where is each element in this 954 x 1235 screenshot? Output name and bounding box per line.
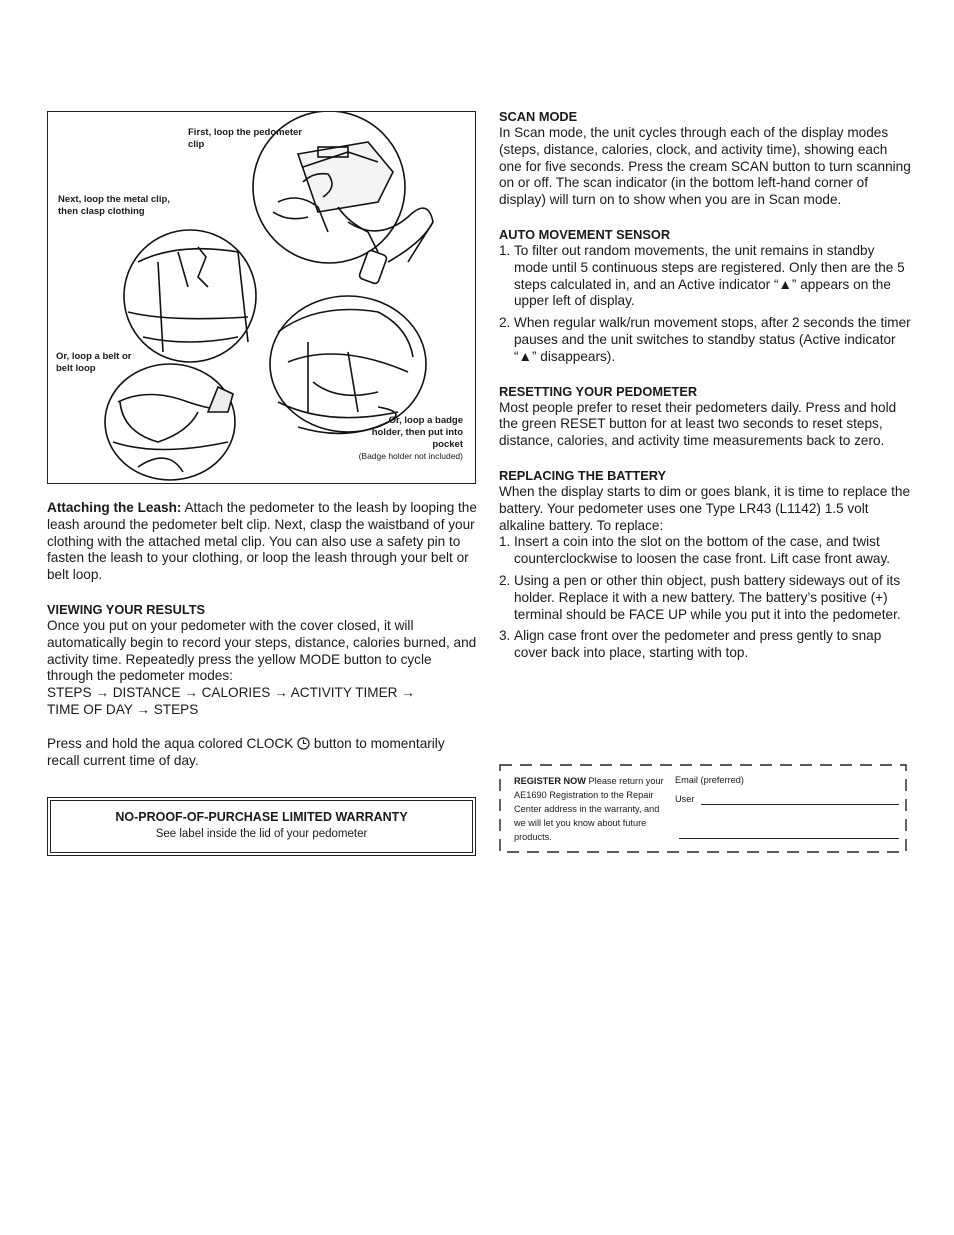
attaching-leash-lead: Attaching the Leash: [47,500,182,515]
caption-badge-holder [358,415,463,462]
warranty-subtitle: See label inside the lid of your pedometer [155,828,368,841]
leash-illustration [47,111,476,484]
viewing-results-text: Once you put on your pedometer with the cover closed, it will automatically begin to record your steps, distance, calories burned, and activity time. Repeatedly press the yellow MODE button to cycle through the pedometer modes: [47,617,477,684]
left-column [47,111,477,856]
mode-sequence-line2: TIME OF DAY → STEPS [47,701,199,717]
list-item-number: 1. [499,534,511,550]
register-text [514,774,669,844]
warranty-title: NO-PROOF-OF-PURCHASE LIMITED WARRANTY [115,810,408,825]
clock-instruction-after: button to momentarily recall current time of day. [47,735,445,768]
list-item-number: 2. [499,572,511,588]
list-item-number: 1. [499,242,511,258]
attaching-leash-text: Attach the pedometer to the leash by looping the leash around the pedometer belt clip. Next, clasp the waistband of your clothing with the attached metal clip. You can also use a safety pin to fasten the leash to your clothing, or loop the leash through your belt or belt loop. [47,500,477,583]
email-label: Email (preferred) [675,775,744,785]
battery-title: REPLACING THE BATTERY [499,467,667,483]
register-card [499,764,907,853]
clock-instruction-before: Press and hold the aqua colored CLOCK [47,735,298,751]
register-lead: REGISTER NOW [514,776,586,786]
extra-field[interactable] [679,828,899,839]
viewing-results-section [47,602,477,769]
auto-sensor-section [499,227,911,366]
caption-loop-belt: Or, loop a belt or belt loop [56,351,132,374]
user-field[interactable] [701,794,899,805]
reset-title: RESETTING YOUR PEDOMETER [499,383,698,399]
user-label: User [675,794,695,804]
clock-instruction [47,736,477,770]
clock-icon [297,737,310,750]
list-item-text: Using a pen or other thin object, push battery sideways out of its holder. Replace it with a new battery. The battery’s positive (+) terminal should be FACE UP while you put it into the pedometer. [514,572,901,622]
list-item [499,243,911,310]
caption-loop-clip: First, loop the pedometer clip [188,127,303,150]
list-item [499,315,911,365]
caption-badge-note: (Badge holder not included) [358,451,463,461]
scan-mode-text: In Scan mode, the unit cycles through each of the display modes (steps, distance, calories, clock, and activity time), showing each one for five seconds. Press the cream SCAN button to turn scanning on or off. The scan indicator (in the bottom left-hand corner of display) will turn on to show when you are in Scan mode. [499,125,911,208]
battery-section [499,468,911,662]
list-item-number: 3. [499,628,511,644]
auto-sensor-list [499,243,911,366]
list-item [499,534,911,568]
battery-steps-list [499,534,911,662]
warranty-box [47,797,476,856]
list-item [499,628,911,662]
list-item-text: Insert a coin into the slot on the bottom of the case, and twist counterclockwise to loosen the case front. Lift case front away. [514,534,891,567]
register-body: Please return your AE1690 Registration to the Repair Center address in the warranty, and we will let you know about future products. [514,776,664,842]
right-column [499,109,911,680]
scan-mode-section [499,109,911,209]
caption-loop-metal-clip: Next, loop the metal clip, then clasp clothing [58,194,170,217]
caption-badge-holder-text: Or, loop a badge holder, then put into pocket [371,415,463,450]
reset-text: Most people prefer to reset their pedometers daily. Press and hold the green RESET button for at least two seconds to reset steps, distance, calories, and activity time measurements back to zero. [499,399,897,449]
warranty-inner-frame [50,800,473,853]
list-item-number: 2. [499,315,511,331]
list-item-text: To filter out random movements, the unit remains in standby mode until 5 continuous steps are registered. Only then are the 5 steps calculated in, and an Active indicator “▲” appears on the upper left of display. [514,242,905,309]
reset-section [499,384,911,450]
list-item [499,573,911,623]
viewing-results-title: VIEWING YOUR RESULTS [47,601,206,617]
attaching-leash-paragraph [47,500,477,584]
list-item-text: Align case front over the pedometer and press gently to snap cover back into place, starting with top. [514,628,882,661]
mode-sequence-line1: STEPS → DISTANCE → CALORIES → ACTIVITY TIMER → [47,685,415,701]
battery-text: When the display starts to dim or goes blank, it is time to replace the battery. Your pedometer uses one Type LR43 (L1142) 1.5 volt alkaline battery. To replace: [499,483,911,533]
list-item-text: When regular walk/run movement stops, after 2 seconds the timer pauses and the unit switches to standby status (Active indicator “▲” disappears). [514,315,911,364]
scan-mode-title: SCAN MODE [499,109,578,124]
auto-sensor-title: AUTO MOVEMENT SENSOR [499,226,671,242]
